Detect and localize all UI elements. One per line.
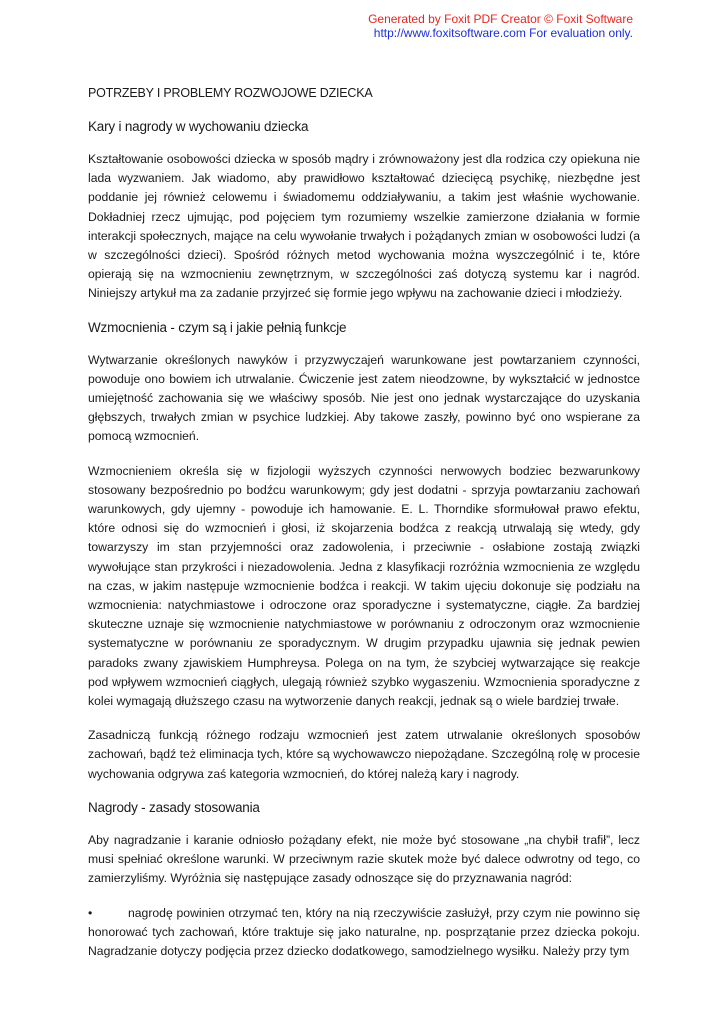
bullet-text: nagrodę powinien otrzymać ten, który na nią rzeczywiście zasłużył, przy czym nie powinno się honorować tych zachowań, które traktuje się jako naturalne, np. posprzątanie przez dziecka pokoju. Nagradzanie dotyczy podjęcia przez dziecko dodatkowego, samodzielnego wysiłku. Należy przy tym — [88, 905, 640, 958]
paragraph: Zasadniczą funkcją różnego rodzaju wzmocnień jest zatem utrwalanie określonych sposobów zachowań, bądź też eliminacja tych, które są wychowawczo niepożądane. Szczególną rolę w procesie wychowania odgrywa zaś kategoria wzmocnień, do której należą kary i nagrody. — [88, 728, 640, 781]
bullet-marker: • — [88, 905, 93, 920]
document-title: POTRZEBY I PROBLEMY ROZWOJOWE DZIECKA — [88, 86, 373, 100]
paragraph: Wzmocnieniem określa się w fizjologii wyższych czynności nerwowych bodziec bezwarunkowy stosowany bezpośrednio po bodźcu warunkowym; gdy jest dodatni - sprzyja powtarzaniu zachowań warunkowych, gdy ujemny - powoduje ich hamowanie. E. L. Thorndike sformułował prawo efektu, które odnosi się do wzmocnień i głosi, iż skojarzenia bodźca z reakcją utrwalają się wtedy, gdy towarzyszy im stan przyjemności oraz zadowolenia, i przeciwnie - osłabione zostają związki wywołujące stan przykrości i niezadowolenia. Jedna z klasyfikacji rozróżnia wzmocnienia ze względu na czas, w jakim następuje wzmocnienie bodźca i reakcji. W takim ujęciu dokonuje się podziału na wzmocnienia: natychmiastowe i odroczone oraz sporadyczne i systematyczne, ciągłe. Za bardziej skuteczne uznaje się wzmocnienie natychmiastowe w porównaniu z odroczonym oraz wzmocnienie systematyczne w porównaniu ze sporadycznym. W drugim przypadku ujawnia się jednak pewien paradoks zwany zjawiskiem Humphreysa. Polega on na tym, że szybciej wytwarzające się reakcje pod wpływem wzmocnień ciągłych, ulegają również szybko wygaszeniu. Wzmocnienia sporadyczne z kolei wymagają dłuższego czasu na wytworzenie danych reakcji, jednak są o wiele bardziej trwałe. — [88, 463, 640, 709]
paragraph: Aby nagradzanie i karanie odniosło pożądany efekt, nie może być stosowane „na chybił trafił”, lecz musi spełniać określone warunki. W przeciwnym razie skutek może być dalece odwrotny od tego, co zamierzyliśmy. Wyróżnia się następujące zasady odnoszące się do przyznawania nagród: — [88, 832, 640, 886]
section-nagrody-zasady — [88, 799, 640, 961]
document-page — [88, 84, 640, 961]
section-heading: Kary i nagrody w wychowaniu dziecka — [88, 119, 309, 134]
section-wzmocnienia — [88, 319, 640, 784]
bullet-item — [88, 904, 640, 962]
section-heading: Wzmocnienia - czym są i jakie pełnią funkcje — [88, 319, 347, 335]
foxit-watermark — [368, 12, 633, 40]
paragraph: Kształtowanie osobowości dziecka w sposób mądry i zrównoważony jest dla rodzica czy opiekuna nie lada wyzwaniem. Jak wiadomo, aby prawidłowo kształtować dziecięcą psychikę, niezbędne jest poddanie jej również celowemu i świadomemu oddziaływaniu, a takim jest właśnie wychowanie. Dokładniej rzecz ujmując, pod pojęciem tym rozumiemy wszelkie zamierzone działania w formie interakcji społecznych, mające na celu wywołanie trwałych i pożądanych zmian w osobowości ludzi (a w szczególności dzieci). Spośród różnych metod wychowania można wyszczególnić i te, które opierają się na wzmocnieniu zewnętrznym, w szczególności zaś dotyczą systemu kar i nagród. Niniejszy artykuł ma za zadanie przyjrzeć się formie jego wpływu na zachowanie dzieci i młodzieży. — [88, 152, 640, 301]
watermark-line-2: http://www.foxitsoftware.com For evaluation only. — [373, 26, 633, 40]
paragraph: Wytwarzanie określonych nawyków i przyzwyczajeń warunkowane jest powtarzaniem czynności, powoduje ono bowiem ich utrwalanie. Ćwiczenie jest zatem nieodzowne, by wykształcić w jednostce umiejętność zachowania się we właściwy sposób. Nie jest ono jednak wystarczające do uzyskania głębszych, trwałych zmian w psychice ludzkiej. Aby takowe zaszły, powinno być ono wspierane za pomocą wzmocnień. — [88, 352, 640, 444]
section-heading: Nagrody - zasady stosowania — [88, 799, 260, 815]
section-kary-i-nagrody — [88, 118, 640, 304]
watermark-line-1: Generated by Foxit PDF Creator © Foxit Software — [368, 12, 633, 26]
